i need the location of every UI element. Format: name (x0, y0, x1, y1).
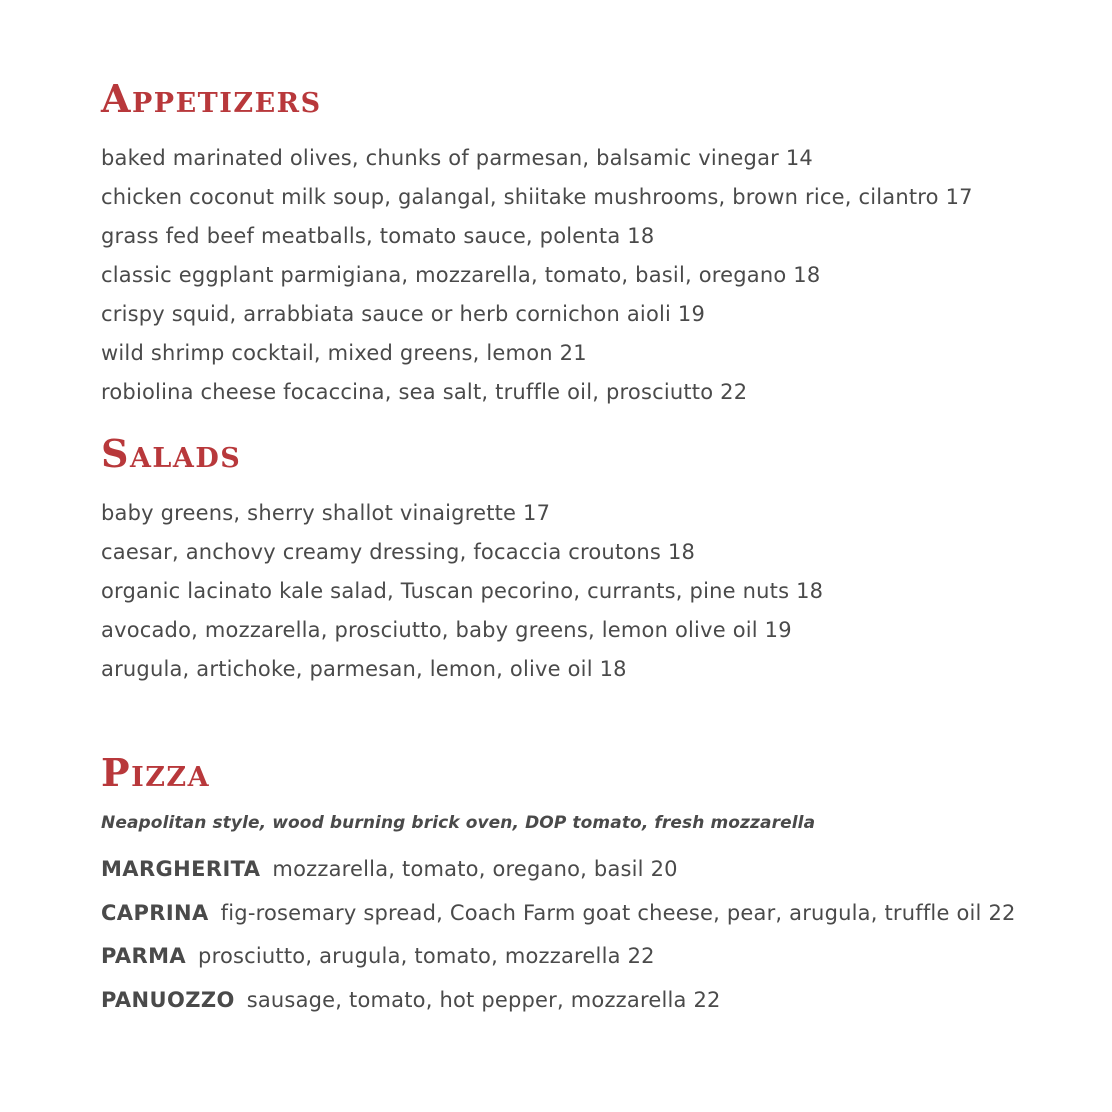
menu-item: wild shrimp cocktail, mixed greens, lemon 21 (101, 341, 587, 365)
menu-item: caesar, anchovy creamy dressing, focaccia croutons 18 (101, 540, 696, 564)
pizza-item (101, 935, 1016, 979)
menu-item: robiolina cheese focaccina, sea salt, truffle oil, prosciutto 22 (101, 380, 748, 404)
pizza-description: fig-rosemary spread, Coach Farm goat cheese, pear, arugula, truffle oil 22 (220, 900, 1016, 925)
menu-item: organic lacinato kale salad, Tuscan pecorino, currants, pine nuts 18 (101, 579, 824, 603)
salads-heading: Salads (101, 431, 242, 476)
pizza-name: CAPRINA (101, 900, 209, 925)
pizza-name: PARMA (101, 944, 187, 968)
pizza-name: MARGHERITA (101, 857, 261, 881)
menu-item: baby greens, sherry shallot vinaigrette 17 (101, 501, 551, 525)
menu-item: classic eggplant parmigiana, mozzarella, tomato, basil, oregano 18 (101, 263, 821, 287)
menu-item: chicken coconut milk soup, galangal, shiitake mushrooms, brown rice, cilantro 17 (101, 185, 973, 209)
pizza-name: PANUOZZO (101, 987, 235, 1012)
salads-list (101, 494, 823, 689)
pizza-description: prosciutto, arugula, tomato, mozzarella 22 (198, 944, 655, 968)
pizza-description: sausage, tomato, hot pepper, mozzarella 22 (246, 987, 721, 1012)
pizza-heading: Pizza (101, 750, 211, 795)
pizza-item (101, 979, 1016, 1023)
appetizers-list (101, 139, 973, 412)
pizza-description: mozzarella, tomato, oregano, basil 20 (272, 857, 678, 881)
pizza-list (101, 848, 1016, 1022)
pizza-item (101, 892, 1016, 936)
appetizers-heading: Appetizers (101, 76, 322, 121)
menu-item: arugula, artichoke, parmesan, lemon, olive oil 18 (101, 657, 627, 681)
menu-item: avocado, mozzarella, prosciutto, baby greens, lemon olive oil 19 (101, 618, 792, 642)
menu-item: grass fed beef meatballs, tomato sauce, polenta 18 (101, 224, 655, 248)
pizza-item (101, 848, 1016, 892)
pizza-subtitle: Neapolitan style, wood burning brick oven, DOP tomato, fresh mozzarella (101, 813, 816, 833)
menu-item: crispy squid, arrabbiata sauce or herb cornichon aioli 19 (101, 302, 706, 326)
menu-item: baked marinated olives, chunks of parmesan, balsamic vinegar 14 (101, 146, 813, 170)
